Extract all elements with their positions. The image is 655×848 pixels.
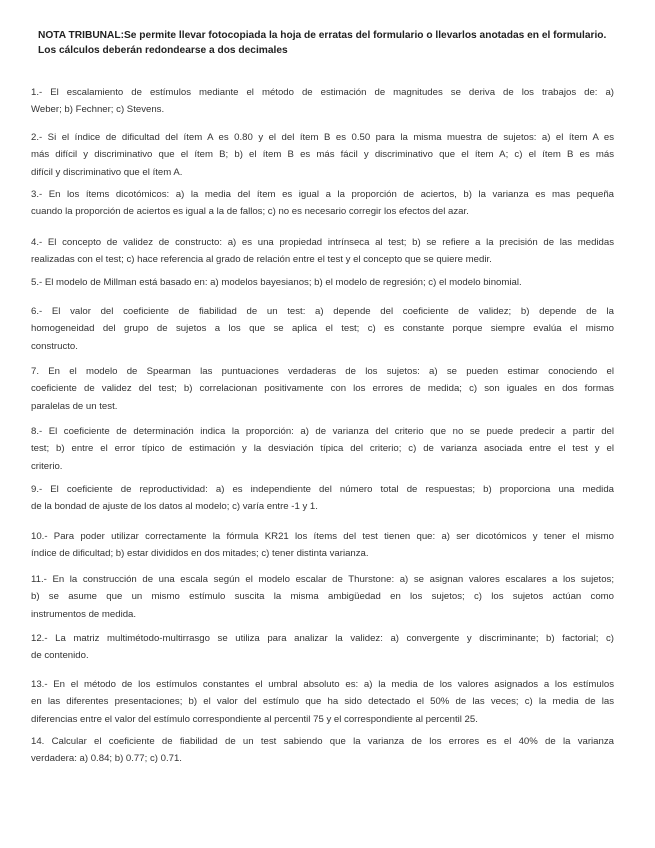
answer-highlight: c) [428, 274, 436, 291]
answer-highlight: c) [126, 251, 134, 268]
question-line: 10.- Para poder utilizar correctamente la fórmula KR21 los ítems del test tienen que: a) ser dicotómicos y tener el mismo [31, 528, 614, 545]
question-8 [31, 423, 614, 475]
question-line: 12.- La matriz multimétodo-multirrasgo se utiliza para analizar la validez: a) convergente y discriminante; b) factorial; c) [31, 630, 614, 647]
answer-highlight: c) [150, 750, 158, 767]
question-line: verdadera: a) 0.84; b) 0.77; c) 0.71. [31, 750, 614, 767]
question-line: Weber; b) Fechner; c) Stevens. [31, 101, 614, 118]
question-6 [31, 303, 614, 355]
question-line: 1.- El escalamiento de estímulos mediante el método de estimación de magnitudes se deriva de los trabajos de: a) [31, 87, 614, 98]
question-line: test; b) entre el error típico de estimación y la desviación típica del criterio; c) de varianza asociada entre el test y el [31, 440, 614, 457]
answer-highlight: a) [176, 186, 185, 203]
answer-highlight: c) [474, 588, 482, 605]
question-5 [31, 274, 614, 291]
question-line: difícil y discriminativo que el ítem A. [31, 166, 183, 178]
question-line: 14. Calcular el coeficiente de fiabilidad de un test sabiendo que la varianza de los errores es el 40% de la varianza [31, 736, 614, 747]
answer-highlight: c) [469, 380, 477, 397]
question-line: instrumentos de medida. [31, 608, 137, 620]
question-line: b) se asume que un mismo estímulo suscita la misma ambigüedad en los sujetos; c) los sujetos actúan como [31, 588, 614, 605]
answer-highlight: a) [390, 630, 399, 647]
header-line-1: NOTA TRIBUNAL:Se permite llevar fotocopiada la hoja de erratas del formulario o llevarlos anotadas en el formulario. [38, 30, 607, 41]
question-13 [31, 676, 614, 728]
question-line: 11.- En la construcción de una escala según el modelo escalar de Thurstone: a) se asignan valores escalares a los sujetos; [31, 574, 614, 585]
question-line: constructo. [31, 340, 78, 352]
question-11 [31, 571, 614, 623]
answer-highlight: b) [521, 303, 530, 320]
answer-highlight: a) [441, 528, 450, 545]
question-line: en las diferentes presentaciones; b) el valor del estímulo que ha sido detectado el 50% de las veces; c) la media de las [31, 693, 614, 710]
header-line-2: Los cálculos deberán redondearse a dos decimales [38, 45, 288, 56]
question-line: coeficiente de validez del test; b) correlacionan positivamente con los errores de medida; c) son iguales en dos formas [31, 380, 614, 397]
question-3 [31, 186, 614, 221]
question-line: 7. En el modelo de Spearman las puntuaciones verdaderas de los sujetos: a) se pueden estimar conociendo el [31, 366, 614, 377]
question-line: índice de dificultad; b) estar divididos en dos mitades; c) tener distinta varianza. [31, 548, 369, 560]
question-line: 8.- El coeficiente de determinación indica la proporción: a) de varianza del criterio que no se puede predecir a partir del [31, 426, 614, 437]
answer-highlight: b) [189, 693, 198, 710]
question-line: 9.- El coeficiente de reproductividad: a) es independiente del número total de respuestas; b) proporciona una medida [31, 481, 614, 498]
answer-highlight: c) [116, 101, 124, 118]
question-2 [31, 129, 614, 181]
question-1 [31, 84, 614, 119]
question-4 [31, 234, 614, 269]
question-10 [31, 528, 614, 563]
question-line: homogeneidad del grupo de sujetos a los que se aplica el test; c) es constante porque siempre evalúa el mismo [31, 323, 614, 335]
question-line: 13.- En el método de los estímulos constantes el umbral absoluto es: a) la media de los valores asignados a los estímulos [31, 679, 614, 690]
question-line: paralelas de un test. [31, 400, 118, 412]
question-line: 2.- Si el índice de dificultad del ítem A es 0.80 y el del ítem B es 0.50 para la misma muestra de sujetos: a) el ítem A es [31, 132, 614, 143]
answer-highlight: c) [514, 146, 522, 163]
answer-highlight: c) [408, 440, 416, 457]
exam-note-header [38, 28, 618, 58]
question-line: 3.- En los ítems dicotómicos: a) la media del ítem es igual a la proporción de aciertos, b) la varianza es mas pequeña [31, 186, 614, 203]
question-line: cuando la proporción de aciertos es igual a la de fallos; c) no es necesario corregir los efectos del azar. [31, 206, 469, 218]
question-line: 4.- El concepto de validez de constructo: a) es una propiedad intrínseca al test; b) se refiere a la precisión de las medidas [31, 237, 614, 248]
question-line: más difícil y discriminativo que el ítem B; b) el ítem B es más fácil y discriminativo que el ítem A; c) el ítem B es más [31, 146, 614, 163]
question-line: 5.- El modelo de Millman está basado en: a) modelos bayesianos; b) el modelo de regresión; c) el modelo binomial. [31, 274, 614, 291]
answer-highlight: b) [483, 481, 492, 498]
question-14 [31, 733, 614, 768]
question-line: realizadas con el test; c) hace referencia al grado de relación entre el test y el concepto que se quiere medir. [31, 251, 614, 268]
question-9 [31, 481, 614, 516]
question-12 [31, 630, 614, 665]
question-line: 6.- El valor del coeficiente de fiabilidad de un test: a) depende del coeficiente de validez; b) depende de la [31, 303, 614, 320]
question-line: de la bondad de ajuste de los datos al modelo; c) varía entre -1 y 1. [31, 501, 318, 513]
question-7 [31, 363, 614, 415]
question-line: criterio. [31, 460, 63, 472]
question-line: de contenido. [31, 650, 89, 662]
question-line: diferencias entre el valor del estímulo correspondiente al percentil 75 y el correspondiente al percentil 25. [31, 713, 478, 725]
